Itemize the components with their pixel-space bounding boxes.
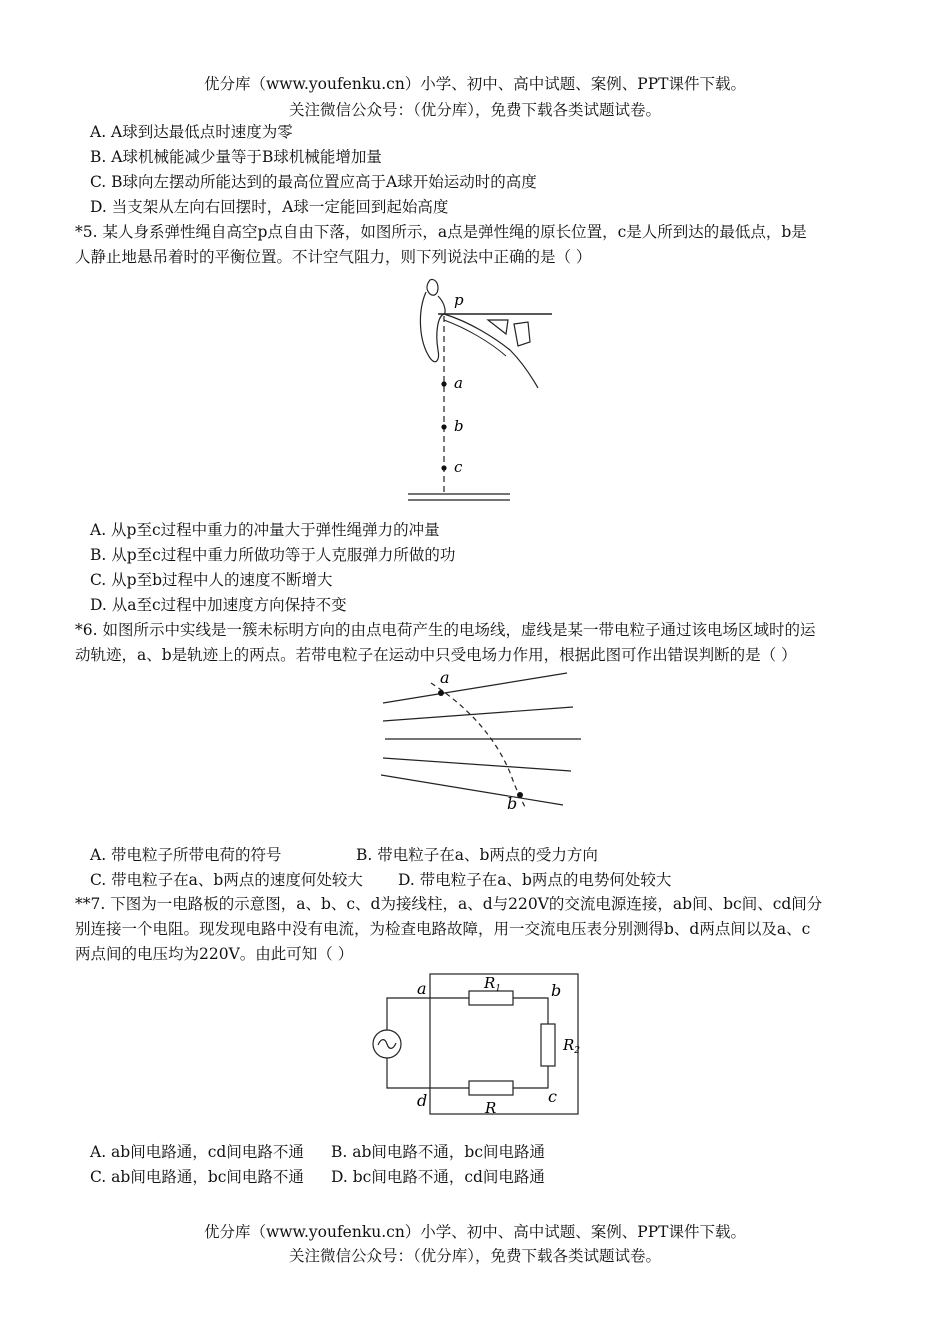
trajectory-dashed: [431, 683, 525, 807]
q5-option-a: A. 从p至c过程中重力的冲量大于弹性绳弹力的冲量: [90, 521, 440, 539]
label-b: b: [454, 417, 464, 435]
q7-stem-line-3: 两点间的电压均为220V。由此可知（ ）: [75, 945, 354, 963]
q7-stem-line-2: 别连接一个电阻。现发现电路中没有电流，为检查电路故障，用一交流电压表分别测得b、d两点间以及a、c: [75, 920, 811, 938]
resistor-r2: [541, 1024, 555, 1066]
label-r2: $R_2$: [563, 1036, 581, 1056]
rock-quad: [514, 322, 530, 346]
label-a: a: [417, 979, 427, 998]
point-a: [438, 690, 444, 696]
q4-option-b: B. A球机械能减少量等于B球机械能增加量: [90, 148, 382, 166]
label-r1: $R_1$: [484, 974, 502, 994]
q5-stem-line-1: *5. 某人身系弹性绳自高空p点自由下落，如图所示，a点是弹性绳的原长位置，c是人所到达的最低点，b是: [75, 223, 807, 241]
point-b: [517, 792, 523, 798]
person-head: [427, 279, 438, 295]
q6-stem-line-1: *6. 如图所示中实线是一簇未标明方向的由点电荷产生的电场线，虚线是某一带电粒子通过该电场区域时的运: [75, 621, 816, 639]
point-b: [441, 424, 446, 429]
q5-option-c: C. 从p至b过程中人的速度不断增大: [90, 571, 333, 589]
footer-line-2: 关注微信公众号：（优分库），免费下载各类试题试卷。: [288, 1247, 661, 1265]
field-line-1: [383, 673, 567, 703]
footer-line-1: 优分库（www.youfenku.cn）小学、初中、高中试题、案例、PPT课件下载。: [203, 1223, 747, 1241]
q7-option-b: B. ab间电路不通，bc间电路通: [331, 1143, 546, 1161]
field-line-4: [383, 758, 571, 771]
point-a: [441, 381, 446, 386]
q4-option-c: C. B球向左摆动所能达到的最高位置应高于A球开始运动时的高度: [90, 173, 537, 191]
person-arm: [438, 296, 445, 314]
rock-triangle: [488, 320, 508, 334]
field-line-2: [383, 707, 573, 721]
q7-option-d: D. bc间电路不通，cd间电路通: [331, 1168, 545, 1186]
source-wire-top: [387, 998, 430, 1030]
field-line-5: [381, 775, 563, 805]
q6-option-a: A. 带电粒子所带电荷的符号: [90, 846, 282, 864]
label-c: c: [548, 1087, 557, 1106]
header-line-2: 关注微信公众号：（优分库），免费下载各类试题试卷。: [288, 101, 661, 119]
q4-option-a: A. A球到达最低点时速度为零: [90, 123, 293, 141]
label-b: b: [551, 981, 562, 1000]
label-c: c: [454, 458, 463, 476]
label-r: R: [485, 1099, 497, 1117]
q7-circuit-figure: [365, 968, 595, 1128]
q5-option-d: D. 从a至c过程中加速度方向保持不变: [90, 596, 347, 614]
label-a: a: [454, 374, 463, 392]
q6-option-d: D. 带电粒子在a、b两点的电势何处较大: [398, 871, 672, 889]
source-wire-bottom: [387, 1058, 430, 1088]
header-line-1: 优分库（www.youfenku.cn）小学、初中、高中试题、案例、PPT课件下载。: [203, 75, 747, 93]
q7-option-c: C. ab间电路通，bc间电路不通: [90, 1168, 304, 1186]
q6-field-figure: [375, 665, 590, 820]
q5-stem-line-2: 人静止地悬吊着时的平衡位置。不计空气阻力，则下列说法中正确的是（ ）: [75, 248, 592, 266]
q5-bungee-figure: [400, 270, 560, 510]
q5-option-b: B. 从p至c过程中重力所做功等于人克服弹力所做的功: [90, 546, 456, 564]
wire-r1-b: [513, 998, 548, 1024]
q6-stem-line-2: 动轨迹，a、b是轨迹上的两点。若带电粒子在运动中只受电场力作用，根据此图可作出错误判断的是（ ）: [75, 646, 797, 664]
resistor-r1: [469, 991, 513, 1005]
label-p: p: [454, 291, 464, 309]
wire-r2-c: [513, 1066, 548, 1088]
q7-option-a: A. ab间电路通，cd间电路不通: [90, 1143, 304, 1161]
ac-wave-icon: [378, 1040, 396, 1049]
label-b: b: [507, 794, 518, 813]
person-body: [420, 292, 444, 362]
q6-option-b: B. 带电粒子在a、b两点的受力方向: [356, 846, 598, 864]
q6-option-c: C. 带电粒子在a、b两点的速度何处较大: [90, 871, 363, 889]
resistor-r: [469, 1081, 513, 1095]
label-d: d: [417, 1091, 428, 1110]
cliff-slope-inner: [444, 320, 506, 356]
point-c: [441, 465, 446, 470]
q4-option-d: D. 当支架从左向右回摆时，A球一定能回到起始高度: [90, 198, 449, 216]
q7-stem-line-1: **7. 下图为一电路板的示意图，a、b、c、d为接线柱，a、d与220V的交流电源连接，ab间、bc间、cd间分: [75, 895, 823, 913]
label-a: a: [440, 668, 450, 687]
